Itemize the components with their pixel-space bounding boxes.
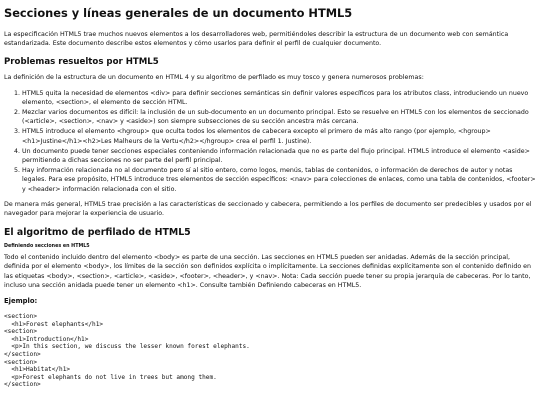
problems-closing: De manera más general, HTML5 trae precisión a las características de seccionado y cabecera, permitiendo a los perfiles de documento ser predecibles y usados por el navegador para mejorar la experiencia de usuario. [4, 200, 532, 218]
section-heading-problems: Problemas resueltos por HTML5 [4, 57, 159, 68]
list-item: 5. Hay información relacionada no al documento pero sí al sitio entero, como logos, menús, tablas de contenidos, o información de derechos de autor y notas legales. Para ese propósito, HTML5 introduce tres elementos de sección específicos: <nav> para colecciones de enlaces, como una tabla de contenidos, <footer> y <header> información relacionada con el sitio. [22, 166, 536, 194]
code-example: <section> <h1>Forest elephants</h1> <section> <h1>Introduction</h1> <p>In this section, we discuss the lesser known forest elephants. </section> <section> <h1>Habitat</h1> <p>Forest elephants do not live in trees but among them. </section> [4, 313, 250, 389]
section-heading-algorithm: El algoritmo de perfilado de HTML5 [4, 227, 191, 239]
algorithm-body: Todo el contenido incluido dentro del elemento <body> es parte de una sección. Las secciones en HTML5 pueden ser anidadas. Además de la sección principal, definida por el elemento <body>, los límites de la sección son definidos explícita o implícitamente. La secciones definidas explícitamente son el contenido definido en las etiquetas <body>, <section>, <article>, <aside>, <footer>, <header>, y <nav>. Nota: Cada sección puede tener su propia jerarquía de cabeceras. Por lo tanto, incluso una sección anidada puede tener un elemento <h1>. Consulte también Definiendo cabeceras en HTML5. [4, 254, 532, 289]
example-label: Ejemplo: [4, 297, 38, 306]
intro-paragraph: La especificación HTML5 trae muchos nuevos elementos a los desarrolladores web, permitiéndoles describir la estructura de un documento web con semántica estandarizada. Este documento describe estos elementos y cómo usarlos para definir el perfil de cualquier documento. [4, 31, 509, 48]
list-item: 4. Un documento puede tener secciones especiales conteniendo información relacionada que no es parte del flujo principal. HTML5 introduce el elemento <aside> permitiendo a dichas secciones no ser parte del perfil principal. [22, 147, 536, 165]
list-item: 1. HTML5 quita la necesidad de elementos <div> para definir secciones semánticas sin definir valores específicos para los atributos class, introduciendo un nuevo elemento, <section>, el elemento de sección HTML. [22, 89, 536, 107]
list-item: 3. HTML5 introduce el elemento <hgroup> que oculta todos los elementos de cabecera excepto el primero de más alto rango (por ejemplo, <hgroup><h1>Justine</h1><h2>Les Malheurs de la Vertu</h2></hgroup> crea el perfil 1. Justine). [22, 127, 536, 145]
subheading-defining-sections: Definiendo secciones en HTML5 [4, 244, 90, 250]
problems-list [4, 89, 536, 194]
problems-lead: La definición de la estructura de un documento en HTML 4 y su algoritmo de perfilado es muy tosco y genera numerosos problemas: [4, 74, 424, 82]
list-item: 2. Mezclar varios documentos es difícil: la inclusión de un sub-documento en un documento principal. Esto se resuelve en HTML5 con los elementos de seccionado (<article>, <section>, <nav> y <aside>) son siempre subsecciones de su sección ancestra más cercana. [22, 108, 536, 126]
page-title: Secciones y líneas generales de un documento HTML5 [4, 6, 353, 20]
